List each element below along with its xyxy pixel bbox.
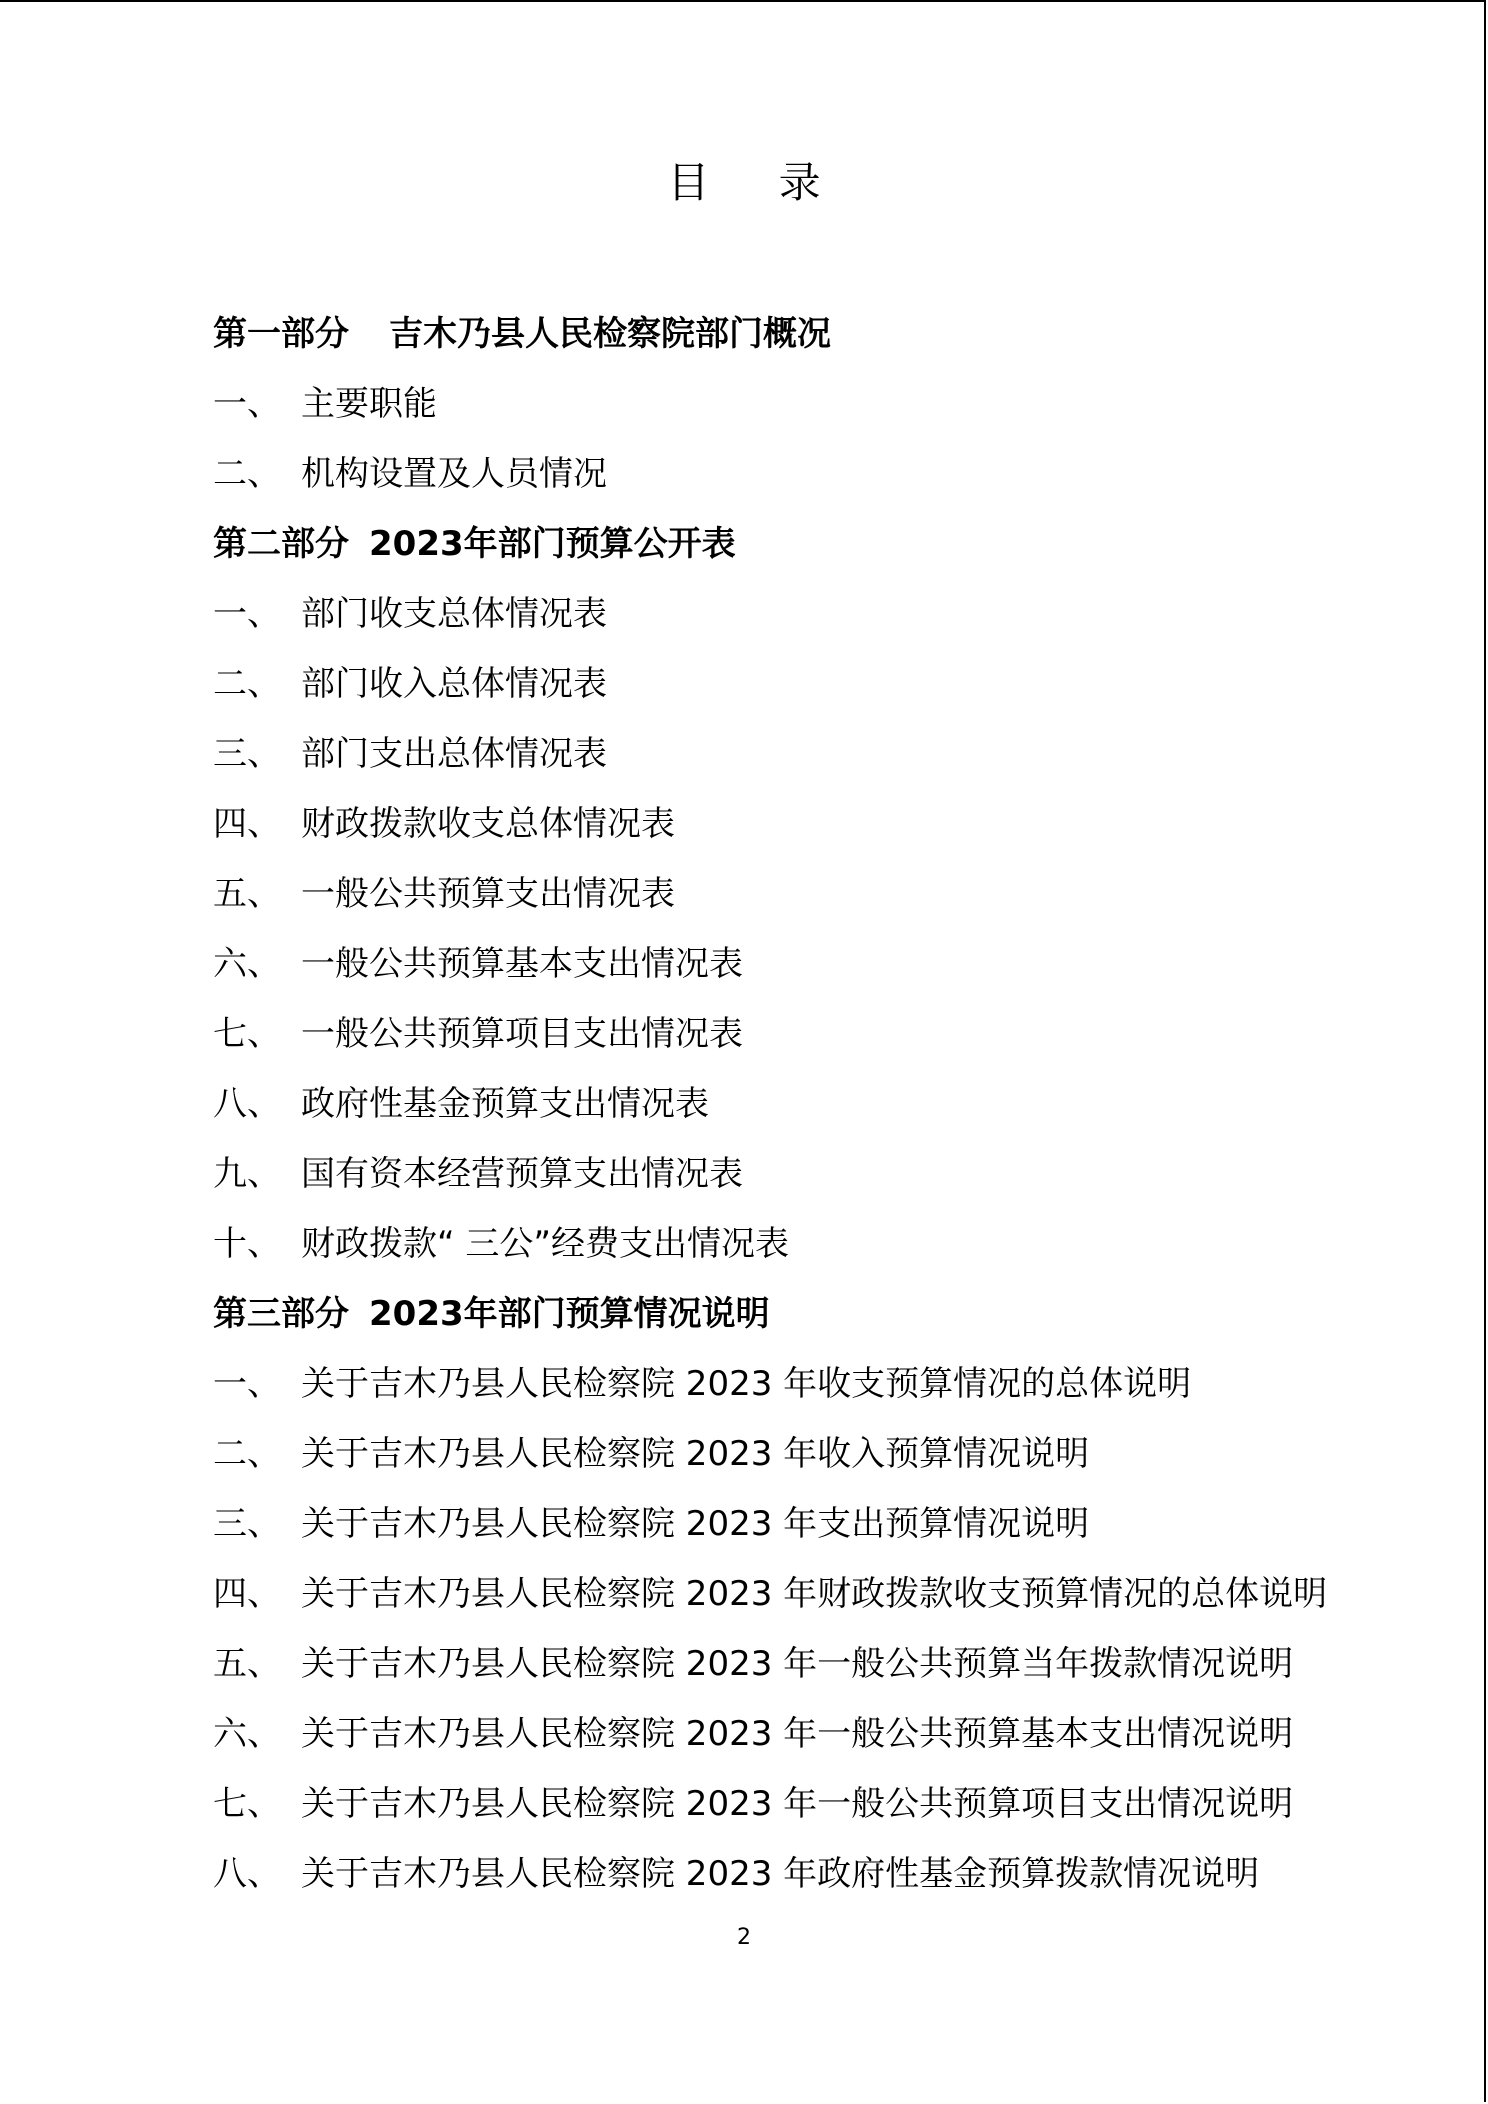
toc-item-number: 九、 <box>213 1154 281 1194</box>
toc-item-text: 一般公共预算项目支出情况表 <box>301 1014 743 1054</box>
toc-item[interactable] <box>213 1218 1363 1288</box>
toc-item-text: 国有资本经营预算支出情况表 <box>301 1154 743 1194</box>
toc-heading-text: 2023年部门预算情况说明 <box>369 1294 770 1334</box>
toc-item[interactable] <box>213 1498 1363 1568</box>
table-of-contents <box>213 308 1363 1918</box>
toc-item[interactable] <box>213 868 1363 938</box>
toc-item-number: 五、 <box>213 874 281 914</box>
toc-item[interactable] <box>213 1428 1363 1498</box>
toc-item-number: 五、 <box>213 1644 281 1684</box>
toc-heading-text: 吉木乃县人民检察院部门概况 <box>389 314 831 354</box>
toc-item[interactable] <box>213 658 1363 728</box>
toc-item-number: 六、 <box>213 944 281 984</box>
toc-item-text: 主要职能 <box>301 384 437 424</box>
toc-item-number: 四、 <box>213 1574 281 1614</box>
toc-item[interactable] <box>213 938 1363 1008</box>
toc-item-text: 关于吉木乃县人民检察院 2023 年支出预算情况说明 <box>301 1504 1090 1544</box>
toc-part-label: 第一部分 <box>213 314 349 354</box>
toc-item-number: 六、 <box>213 1714 281 1754</box>
toc-item-number: 二、 <box>213 454 281 494</box>
toc-item-number: 七、 <box>213 1014 281 1054</box>
toc-item[interactable] <box>213 1848 1363 1918</box>
toc-part-label: 第二部分 <box>213 524 349 564</box>
toc-item-number: 一、 <box>213 1364 281 1404</box>
toc-item-text: 关于吉木乃县人民检察院 2023 年收入预算情况说明 <box>301 1434 1090 1474</box>
toc-item[interactable] <box>213 728 1363 798</box>
toc-part-label: 第三部分 <box>213 1294 349 1334</box>
toc-item-number: 二、 <box>213 664 281 704</box>
toc-item[interactable] <box>213 1708 1363 1778</box>
toc-item-text: 机构设置及人员情况 <box>301 454 607 494</box>
toc-heading-part-2[interactable] <box>213 518 1363 588</box>
toc-item[interactable] <box>213 1148 1363 1218</box>
toc-item-text: 部门支出总体情况表 <box>301 734 607 774</box>
toc-item-text: 关于吉木乃县人民检察院 2023 年政府性基金预算拨款情况说明 <box>301 1854 1260 1894</box>
toc-item[interactable] <box>213 1358 1363 1428</box>
toc-heading-part-1[interactable] <box>213 308 1363 378</box>
toc-item-text: 一般公共预算支出情况表 <box>301 874 675 914</box>
toc-item-text: 政府性基金预算支出情况表 <box>301 1084 709 1124</box>
toc-item[interactable] <box>213 798 1363 868</box>
toc-item[interactable] <box>213 378 1363 448</box>
toc-item-number: 一、 <box>213 384 281 424</box>
toc-item-text: 部门收入总体情况表 <box>301 664 607 704</box>
toc-item-number: 八、 <box>213 1854 281 1894</box>
toc-item-number: 三、 <box>213 734 281 774</box>
toc-item-number: 三、 <box>213 1504 281 1544</box>
toc-item-text: 关于吉木乃县人民检察院 2023 年一般公共预算项目支出情况说明 <box>301 1784 1294 1824</box>
toc-item[interactable] <box>213 1078 1363 1148</box>
toc-item-text: 关于吉木乃县人民检察院 2023 年财政拨款收支预算情况的总体说明 <box>301 1574 1328 1614</box>
toc-item-number: 七、 <box>213 1784 281 1824</box>
toc-heading-part-3[interactable] <box>213 1288 1363 1358</box>
toc-item-text: 财政拨款“ 三公”经费支出情况表 <box>301 1224 790 1264</box>
toc-item[interactable] <box>213 1008 1363 1078</box>
toc-item[interactable] <box>213 1778 1363 1848</box>
toc-item-number: 一、 <box>213 594 281 634</box>
toc-item-number: 二、 <box>213 1434 281 1474</box>
toc-item-number: 八、 <box>213 1084 281 1124</box>
toc-heading-text: 2023年部门预算公开表 <box>369 524 736 564</box>
toc-item[interactable] <box>213 448 1363 518</box>
toc-item-number: 四、 <box>213 804 281 844</box>
toc-item[interactable] <box>213 588 1363 658</box>
toc-item-text: 部门收支总体情况表 <box>301 594 607 634</box>
toc-item-text: 关于吉木乃县人民检察院 2023 年一般公共预算基本支出情况说明 <box>301 1714 1294 1754</box>
toc-item-text: 关于吉木乃县人民检察院 2023 年收支预算情况的总体说明 <box>301 1364 1192 1404</box>
page-number: 2 <box>737 1925 751 1950</box>
page-title: 目 录 <box>667 158 849 207</box>
toc-item[interactable] <box>213 1568 1363 1638</box>
toc-item-text: 关于吉木乃县人民检察院 2023 年一般公共预算当年拨款情况说明 <box>301 1644 1294 1684</box>
toc-item-text: 一般公共预算基本支出情况表 <box>301 944 743 984</box>
toc-item-number: 十、 <box>213 1224 281 1264</box>
toc-item-text: 财政拨款收支总体情况表 <box>301 804 675 844</box>
toc-item[interactable] <box>213 1638 1363 1708</box>
